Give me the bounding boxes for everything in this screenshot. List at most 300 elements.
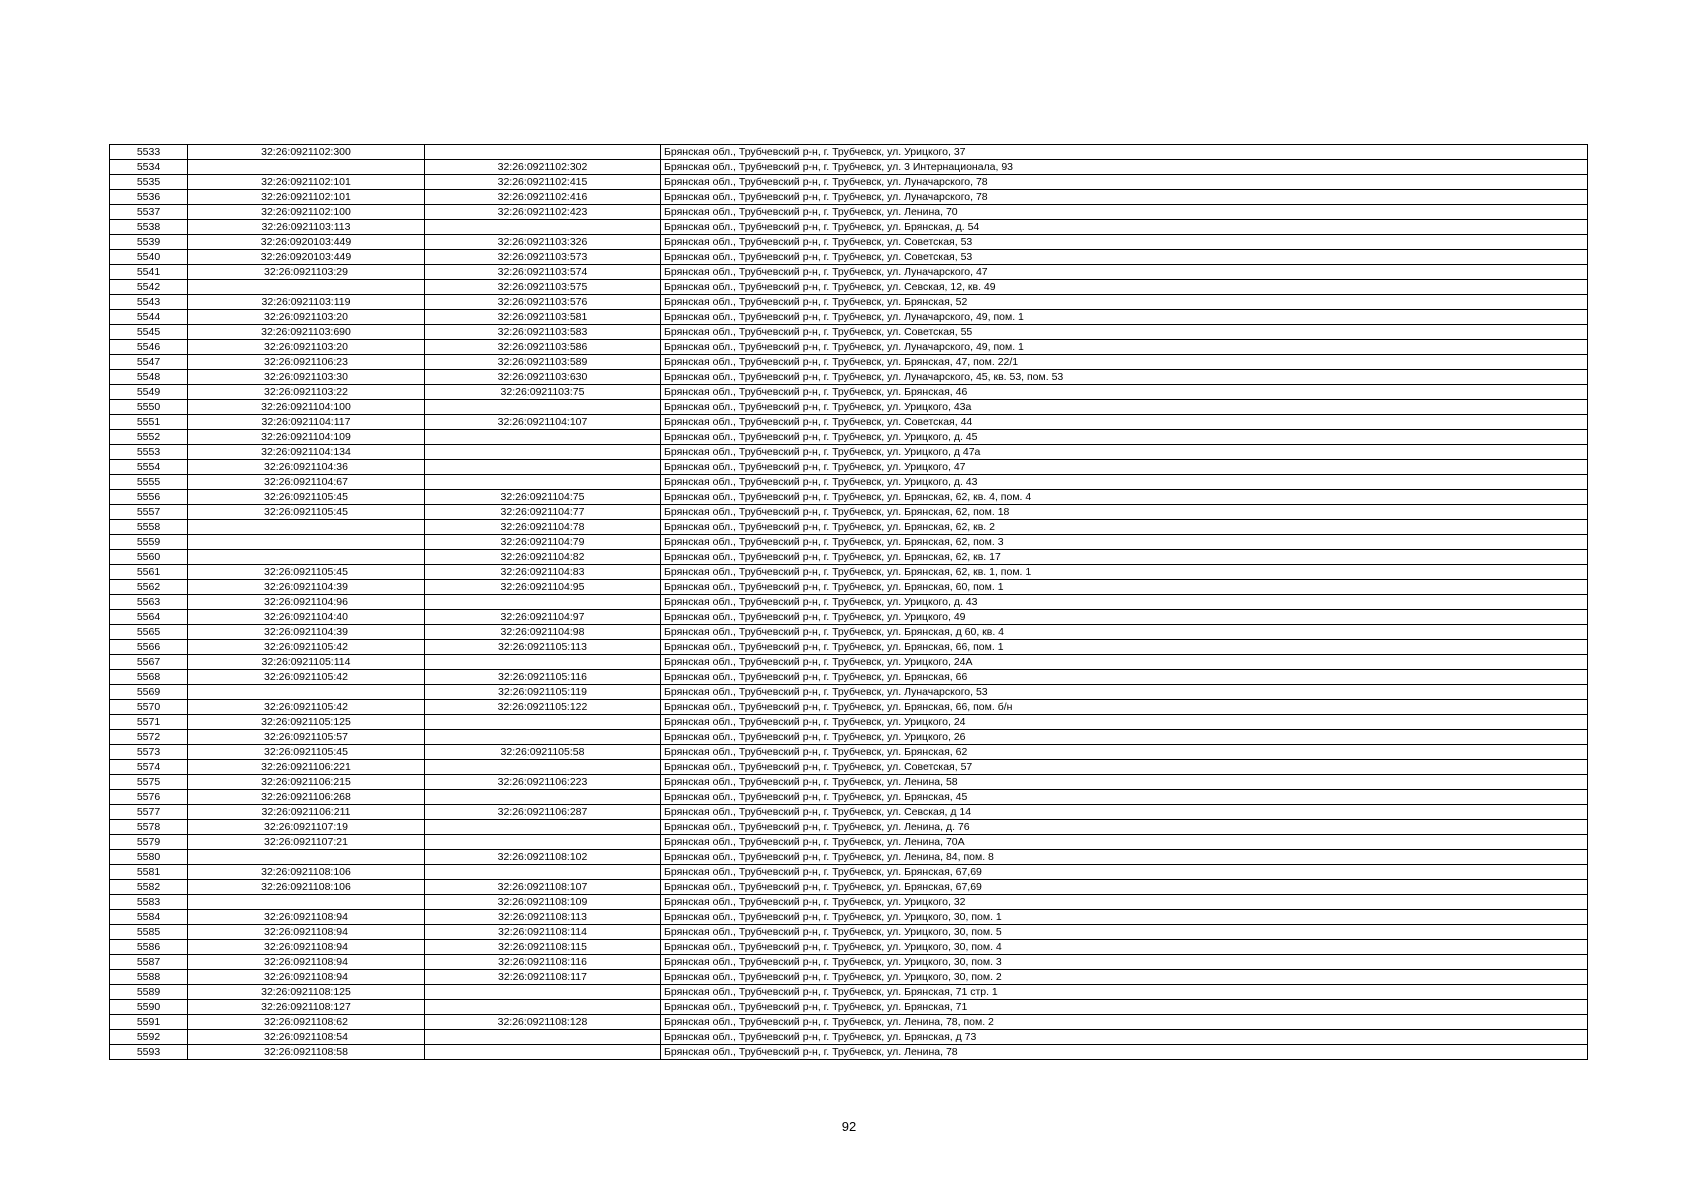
table-row	[110, 475, 1588, 490]
row-number-cell: 5578	[110, 820, 188, 835]
cadastral-number-cell	[425, 760, 661, 775]
cadastral-number-cell: 32:26:0921104:75	[425, 490, 661, 505]
row-number-cell: 5576	[110, 790, 188, 805]
row-number-cell: 5551	[110, 415, 188, 430]
parent-cadastral-number-cell: 32:26:0921105:45	[188, 565, 425, 580]
table-row	[110, 235, 1588, 250]
cadastral-number-cell: 32:26:0921106:287	[425, 805, 661, 820]
cadastral-number-cell: 32:26:0921108:102	[425, 850, 661, 865]
row-number-cell: 5547	[110, 355, 188, 370]
table-row	[110, 595, 1588, 610]
address-cell: Брянская обл., Трубчевский р-н, г. Трубчевск, ул. Урицкого, 30, пом. 1	[661, 910, 1588, 925]
table-row	[110, 175, 1588, 190]
table-row	[110, 400, 1588, 415]
parent-cadastral-number-cell: 32:26:0921106:23	[188, 355, 425, 370]
row-number-cell: 5553	[110, 445, 188, 460]
parent-cadastral-number-cell: 32:26:0921108:94	[188, 955, 425, 970]
row-number-cell: 5561	[110, 565, 188, 580]
table-row	[110, 280, 1588, 295]
table-row	[110, 190, 1588, 205]
address-cell: Брянская обл., Трубчевский р-н, г. Трубчевск, ул. Брянская, 71	[661, 1000, 1588, 1015]
row-number-cell: 5545	[110, 325, 188, 340]
address-cell: Брянская обл., Трубчевский р-н, г. Трубчевск, ул. Севская, 12, кв. 49	[661, 280, 1588, 295]
table-row	[110, 580, 1588, 595]
row-number-cell: 5588	[110, 970, 188, 985]
address-cell: Брянская обл., Трубчевский р-н, г. Трубчевск, ул. Урицкого, 30, пом. 5	[661, 925, 1588, 940]
parent-cadastral-number-cell: 32:26:0921104:67	[188, 475, 425, 490]
row-number-cell: 5542	[110, 280, 188, 295]
table-row	[110, 295, 1588, 310]
cadastral-number-cell: 32:26:0921108:117	[425, 970, 661, 985]
cadastral-number-cell	[425, 865, 661, 880]
parent-cadastral-number-cell: 32:26:0921107:19	[188, 820, 425, 835]
row-number-cell: 5540	[110, 250, 188, 265]
row-number-cell: 5562	[110, 580, 188, 595]
row-number-cell: 5538	[110, 220, 188, 235]
address-cell: Брянская обл., Трубчевский р-н, г. Трубчевск, ул. Ленина, 70	[661, 205, 1588, 220]
table-row	[110, 820, 1588, 835]
parent-cadastral-number-cell: 32:26:0921102:300	[188, 145, 425, 160]
address-cell: Брянская обл., Трубчевский р-н, г. Трубчевск, ул. Луначарского, 49, пом. 1	[661, 340, 1588, 355]
row-number-cell: 5567	[110, 655, 188, 670]
address-cell: Брянская обл., Трубчевский р-н, г. Трубчевск, ул. Урицкого, 47	[661, 460, 1588, 475]
cadastral-number-cell	[425, 400, 661, 415]
address-cell: Брянская обл., Трубчевский р-н, г. Трубчевск, ул. Брянская, 67,69	[661, 865, 1588, 880]
cadastral-number-cell	[425, 460, 661, 475]
row-number-cell: 5581	[110, 865, 188, 880]
row-number-cell: 5582	[110, 880, 188, 895]
cadastral-number-cell: 32:26:0921104:83	[425, 565, 661, 580]
cadastral-number-cell	[425, 820, 661, 835]
table-row	[110, 520, 1588, 535]
address-cell: Брянская обл., Трубчевский р-н, г. Трубчевск, ул. Ленина, 70А	[661, 835, 1588, 850]
cadastral-number-cell	[425, 430, 661, 445]
row-number-cell: 5557	[110, 505, 188, 520]
address-cell: Брянская обл., Трубчевский р-н, г. Трубчевск, ул. Луначарского, 49, пом. 1	[661, 310, 1588, 325]
row-number-cell: 5568	[110, 670, 188, 685]
cadastral-number-cell: 32:26:0921104:82	[425, 550, 661, 565]
parent-cadastral-number-cell: 32:26:0921104:40	[188, 610, 425, 625]
row-number-cell: 5586	[110, 940, 188, 955]
cadastral-number-cell: 32:26:0921103:75	[425, 385, 661, 400]
table-row	[110, 535, 1588, 550]
parent-cadastral-number-cell: 32:26:0921103:119	[188, 295, 425, 310]
row-number-cell: 5564	[110, 610, 188, 625]
cadastral-number-cell: 32:26:0921102:415	[425, 175, 661, 190]
table-row	[110, 850, 1588, 865]
parent-cadastral-number-cell: 32:26:0921105:125	[188, 715, 425, 730]
address-cell: Брянская обл., Трубчевский р-н, г. Трубчевск, ул. Урицкого, 30, пом. 3	[661, 955, 1588, 970]
address-cell: Брянская обл., Трубчевский р-н, г. Трубчевск, ул. Ленина, 58	[661, 775, 1588, 790]
parent-cadastral-number-cell: 32:26:0921108:94	[188, 970, 425, 985]
row-number-cell: 5585	[110, 925, 188, 940]
row-number-cell: 5584	[110, 910, 188, 925]
row-number-cell: 5569	[110, 685, 188, 700]
cadastral-number-cell: 32:26:0921103:583	[425, 325, 661, 340]
row-number-cell: 5541	[110, 265, 188, 280]
row-number-cell: 5590	[110, 1000, 188, 1015]
address-cell: Брянская обл., Трубчевский р-н, г. Трубчевск, ул. Брянская, 66	[661, 670, 1588, 685]
address-cell: Брянская обл., Трубчевский р-н, г. Трубчевск, ул. Брянская, д. 54	[661, 220, 1588, 235]
row-number-cell: 5593	[110, 1045, 188, 1060]
row-number-cell: 5546	[110, 340, 188, 355]
address-cell: Брянская обл., Трубчевский р-н, г. Трубчевск, ул. Брянская, 66, пом. 1	[661, 640, 1588, 655]
parent-cadastral-number-cell	[188, 685, 425, 700]
cadastral-number-cell	[425, 655, 661, 670]
table-row	[110, 385, 1588, 400]
address-cell: Брянская обл., Трубчевский р-н, г. Трубчевск, ул. Брянская, д 73	[661, 1030, 1588, 1045]
table-row	[110, 610, 1588, 625]
row-number-cell: 5566	[110, 640, 188, 655]
parent-cadastral-number-cell: 32:26:0921108:94	[188, 910, 425, 925]
row-number-cell: 5577	[110, 805, 188, 820]
parent-cadastral-number-cell: 32:26:0921104:96	[188, 595, 425, 610]
table-row	[110, 1015, 1588, 1030]
row-number-cell: 5570	[110, 700, 188, 715]
cadastral-number-cell: 32:26:0921103:586	[425, 340, 661, 355]
table-row	[110, 655, 1588, 670]
cadastral-number-cell	[425, 715, 661, 730]
cadastral-number-cell: 32:26:0921103:573	[425, 250, 661, 265]
parent-cadastral-number-cell: 32:26:0920103:449	[188, 235, 425, 250]
row-number-cell: 5544	[110, 310, 188, 325]
cadastral-number-cell	[425, 985, 661, 1000]
table-row	[110, 220, 1588, 235]
table-row	[110, 1000, 1588, 1015]
table-row	[110, 715, 1588, 730]
parent-cadastral-number-cell: 32:26:0921107:21	[188, 835, 425, 850]
cadastral-number-cell: 32:26:0921103:575	[425, 280, 661, 295]
parent-cadastral-number-cell	[188, 895, 425, 910]
cadastral-number-cell: 32:26:0921108:128	[425, 1015, 661, 1030]
address-cell: Брянская обл., Трубчевский р-н, г. Трубчевск, ул. Урицкого, 30, пом. 4	[661, 940, 1588, 955]
address-cell: Брянская обл., Трубчевский р-н, г. Трубчевск, ул. Луначарского, 78	[661, 175, 1588, 190]
parent-cadastral-number-cell: 32:26:0921104:117	[188, 415, 425, 430]
address-cell: Брянская обл., Трубчевский р-н, г. Трубчевск, ул. Брянская, 71 стр. 1	[661, 985, 1588, 1000]
table-row	[110, 325, 1588, 340]
address-cell: Брянская обл., Трубчевский р-н, г. Трубчевск, ул. Урицкого, д. 43	[661, 595, 1588, 610]
parent-cadastral-number-cell: 32:26:0921103:113	[188, 220, 425, 235]
address-cell: Брянская обл., Трубчевский р-н, г. Трубчевск, ул. 3 Интернационала, 93	[661, 160, 1588, 175]
table-row	[110, 505, 1588, 520]
row-number-cell: 5583	[110, 895, 188, 910]
address-cell: Брянская обл., Трубчевский р-н, г. Трубчевск, ул. Брянская, д 60, кв. 4	[661, 625, 1588, 640]
address-cell: Брянская обл., Трубчевский р-н, г. Трубчевск, ул. Брянская, 67,69	[661, 880, 1588, 895]
table-row	[110, 685, 1588, 700]
row-number-cell: 5555	[110, 475, 188, 490]
address-cell: Брянская обл., Трубчевский р-н, г. Трубчевск, ул. Урицкого, 37	[661, 145, 1588, 160]
row-number-cell: 5571	[110, 715, 188, 730]
cadastral-number-cell: 32:26:0921102:416	[425, 190, 661, 205]
row-number-cell: 5591	[110, 1015, 188, 1030]
cadastral-number-cell	[425, 475, 661, 490]
address-cell: Брянская обл., Трубчевский р-н, г. Трубчевск, ул. Брянская, 45	[661, 790, 1588, 805]
table-row	[110, 205, 1588, 220]
table-row	[110, 445, 1588, 460]
row-number-cell: 5537	[110, 205, 188, 220]
cadastral-number-cell	[425, 1030, 661, 1045]
parent-cadastral-number-cell: 32:26:0921106:268	[188, 790, 425, 805]
row-number-cell: 5575	[110, 775, 188, 790]
parent-cadastral-number-cell: 32:26:0921104:36	[188, 460, 425, 475]
row-number-cell: 5565	[110, 625, 188, 640]
address-cell: Брянская обл., Трубчевский р-н, г. Трубчевск, ул. Урицкого, д 47а	[661, 445, 1588, 460]
row-number-cell: 5572	[110, 730, 188, 745]
row-number-cell: 5589	[110, 985, 188, 1000]
table-row	[110, 565, 1588, 580]
table-row	[110, 790, 1588, 805]
table-row	[110, 640, 1588, 655]
cadastral-number-cell: 32:26:0921104:97	[425, 610, 661, 625]
table-row	[110, 925, 1588, 940]
table-row	[110, 1030, 1588, 1045]
cadastral-number-cell: 32:26:0921108:113	[425, 910, 661, 925]
parent-cadastral-number-cell: 32:26:0921106:221	[188, 760, 425, 775]
parent-cadastral-number-cell: 32:26:0921103:29	[188, 265, 425, 280]
table-row	[110, 370, 1588, 385]
table-row	[110, 1045, 1588, 1060]
parent-cadastral-number-cell: 32:26:0921103:20	[188, 310, 425, 325]
parent-cadastral-number-cell: 32:26:0921108:58	[188, 1045, 425, 1060]
table-row	[110, 250, 1588, 265]
parent-cadastral-number-cell: 32:26:0921104:109	[188, 430, 425, 445]
table-row	[110, 865, 1588, 880]
table-row	[110, 415, 1588, 430]
address-cell: Брянская обл., Трубчевский р-н, г. Трубчевск, ул. Ленина, 84, пом. 8	[661, 850, 1588, 865]
table-row	[110, 835, 1588, 850]
address-cell: Брянская обл., Трубчевский р-н, г. Трубчевск, ул. Брянская, 62, пом. 3	[661, 535, 1588, 550]
address-cell: Брянская обл., Трубчевский р-н, г. Трубчевск, ул. Урицкого, 24А	[661, 655, 1588, 670]
address-cell: Брянская обл., Трубчевский р-н, г. Трубчевск, ул. Урицкого, 30, пом. 2	[661, 970, 1588, 985]
table-row	[110, 940, 1588, 955]
address-cell: Брянская обл., Трубчевский р-н, г. Трубчевск, ул. Брянская, 66, пом. б/н	[661, 700, 1588, 715]
row-number-cell: 5579	[110, 835, 188, 850]
row-number-cell: 5554	[110, 460, 188, 475]
cadastral-number-cell: 32:26:0921105:113	[425, 640, 661, 655]
row-number-cell: 5559	[110, 535, 188, 550]
cadastral-number-cell: 32:26:0921103:589	[425, 355, 661, 370]
table-row	[110, 670, 1588, 685]
table-row	[110, 805, 1588, 820]
cadastral-number-cell: 32:26:0921104:79	[425, 535, 661, 550]
address-cell: Брянская обл., Трубчевский р-н, г. Трубчевск, ул. Луначарского, 45, кв. 53, пом. 53	[661, 370, 1588, 385]
cadastral-number-cell	[425, 1045, 661, 1060]
address-cell: Брянская обл., Трубчевский р-н, г. Трубчевск, ул. Севская, д 14	[661, 805, 1588, 820]
cadastral-number-cell: 32:26:0921105:58	[425, 745, 661, 760]
table-row	[110, 970, 1588, 985]
parent-cadastral-number-cell: 32:26:0921104:39	[188, 580, 425, 595]
table-row	[110, 895, 1588, 910]
address-cell: Брянская обл., Трубчевский р-н, г. Трубчевск, ул. Урицкого, 49	[661, 610, 1588, 625]
table-row	[110, 310, 1588, 325]
parent-cadastral-number-cell	[188, 520, 425, 535]
cadastral-number-cell: 32:26:0921103:574	[425, 265, 661, 280]
row-number-cell: 5533	[110, 145, 188, 160]
cadastral-number-cell: 32:26:0921108:115	[425, 940, 661, 955]
row-number-cell: 5558	[110, 520, 188, 535]
address-cell: Брянская обл., Трубчевский р-н, г. Трубчевск, ул. Урицкого, 43а	[661, 400, 1588, 415]
address-cell: Брянская обл., Трубчевский р-н, г. Трубчевск, ул. Советская, 57	[661, 760, 1588, 775]
row-number-cell: 5536	[110, 190, 188, 205]
table-row	[110, 910, 1588, 925]
parent-cadastral-number-cell: 32:26:0921104:39	[188, 625, 425, 640]
parent-cadastral-number-cell: 32:26:0921102:101	[188, 175, 425, 190]
parent-cadastral-number-cell: 32:26:0921105:45	[188, 505, 425, 520]
cadastral-number-cell: 32:26:0921105:116	[425, 670, 661, 685]
parent-cadastral-number-cell: 32:26:0921105:45	[188, 745, 425, 760]
address-cell: Брянская обл., Трубчевский р-н, г. Трубчевск, ул. Ленина, 78, пом. 2	[661, 1015, 1588, 1030]
row-number-cell: 5592	[110, 1030, 188, 1045]
row-number-cell: 5550	[110, 400, 188, 415]
cadastral-number-cell: 32:26:0921102:302	[425, 160, 661, 175]
cadastral-number-cell: 32:26:0921104:95	[425, 580, 661, 595]
parent-cadastral-number-cell: 32:26:0921104:100	[188, 400, 425, 415]
parent-cadastral-number-cell	[188, 535, 425, 550]
table-row	[110, 760, 1588, 775]
cadastral-number-cell	[425, 220, 661, 235]
cadastral-number-cell: 32:26:0921106:223	[425, 775, 661, 790]
cadastral-number-cell: 32:26:0921102:423	[425, 205, 661, 220]
cadastral-number-cell: 32:26:0921108:109	[425, 895, 661, 910]
parent-cadastral-number-cell	[188, 160, 425, 175]
address-cell: Брянская обл., Трубчевский р-н, г. Трубчевск, ул. Урицкого, д. 45	[661, 430, 1588, 445]
cadastral-number-cell	[425, 730, 661, 745]
table-row	[110, 985, 1588, 1000]
row-number-cell: 5587	[110, 955, 188, 970]
parent-cadastral-number-cell: 32:26:0921103:690	[188, 325, 425, 340]
address-cell: Брянская обл., Трубчевский р-н, г. Трубчевск, ул. Брянская, 52	[661, 295, 1588, 310]
parent-cadastral-number-cell: 32:26:0921103:22	[188, 385, 425, 400]
cadastral-number-cell: 32:26:0921103:326	[425, 235, 661, 250]
cadastral-number-cell: 32:26:0921103:576	[425, 295, 661, 310]
parent-cadastral-number-cell: 32:26:0921108:106	[188, 880, 425, 895]
parent-cadastral-number-cell: 32:26:0921102:100	[188, 205, 425, 220]
cadastral-number-cell	[425, 595, 661, 610]
cadastral-number-cell	[425, 790, 661, 805]
parent-cadastral-number-cell: 32:26:0921105:57	[188, 730, 425, 745]
address-cell: Брянская обл., Трубчевский р-н, г. Трубчевск, ул. Ленина, д. 76	[661, 820, 1588, 835]
table-row	[110, 955, 1588, 970]
address-cell: Брянская обл., Трубчевский р-н, г. Трубчевск, ул. Брянская, 47, пом. 22/1	[661, 355, 1588, 370]
address-cell: Брянская обл., Трубчевский р-н, г. Трубчевск, ул. Советская, 55	[661, 325, 1588, 340]
parent-cadastral-number-cell: 32:26:0921108:94	[188, 940, 425, 955]
table-row	[110, 430, 1588, 445]
address-cell: Брянская обл., Трубчевский р-н, г. Трубчевск, ул. Урицкого, 32	[661, 895, 1588, 910]
parent-cadastral-number-cell: 32:26:0921105:42	[188, 670, 425, 685]
table-row	[110, 745, 1588, 760]
table-row	[110, 775, 1588, 790]
address-cell: Брянская обл., Трубчевский р-н, г. Трубчевск, ул. Брянская, 46	[661, 385, 1588, 400]
parent-cadastral-number-cell: 32:26:0921102:101	[188, 190, 425, 205]
row-number-cell: 5543	[110, 295, 188, 310]
address-cell: Брянская обл., Трубчевский р-н, г. Трубчевск, ул. Луначарского, 53	[661, 685, 1588, 700]
table-row	[110, 880, 1588, 895]
row-number-cell: 5563	[110, 595, 188, 610]
cadastral-number-cell: 32:26:0921104:78	[425, 520, 661, 535]
address-cell: Брянская обл., Трубчевский р-н, г. Трубчевск, ул. Луначарского, 47	[661, 265, 1588, 280]
cadastral-number-cell: 32:26:0921105:119	[425, 685, 661, 700]
cadastral-number-cell: 32:26:0921103:581	[425, 310, 661, 325]
address-cell: Брянская обл., Трубчевский р-н, г. Трубчевск, ул. Брянская, 62, пом. 18	[661, 505, 1588, 520]
parent-cadastral-number-cell	[188, 550, 425, 565]
parent-cadastral-number-cell: 32:26:0921108:94	[188, 925, 425, 940]
parent-cadastral-number-cell: 32:26:0921105:114	[188, 655, 425, 670]
address-cell: Брянская обл., Трубчевский р-н, г. Трубчевск, ул. Брянская, 62, кв. 2	[661, 520, 1588, 535]
parent-cadastral-number-cell: 32:26:0921108:54	[188, 1030, 425, 1045]
row-number-cell: 5535	[110, 175, 188, 190]
address-cell: Брянская обл., Трубчевский р-н, г. Трубчевск, ул. Луначарского, 78	[661, 190, 1588, 205]
document-page	[109, 144, 1587, 1060]
parent-cadastral-number-cell	[188, 850, 425, 865]
row-number-cell: 5573	[110, 745, 188, 760]
cadastral-registry-table	[109, 144, 1588, 1060]
cadastral-number-cell: 32:26:0921104:98	[425, 625, 661, 640]
parent-cadastral-number-cell: 32:26:0921108:62	[188, 1015, 425, 1030]
row-number-cell: 5549	[110, 385, 188, 400]
row-number-cell: 5539	[110, 235, 188, 250]
cadastral-number-cell	[425, 1000, 661, 1015]
registry-table-body	[110, 145, 1588, 1060]
address-cell: Брянская обл., Трубчевский р-н, г. Трубчевск, ул. Советская, 53	[661, 250, 1588, 265]
address-cell: Брянская обл., Трубчевский р-н, г. Трубчевск, ул. Урицкого, 24	[661, 715, 1588, 730]
cadastral-number-cell: 32:26:0921103:630	[425, 370, 661, 385]
address-cell: Брянская обл., Трубчевский р-н, г. Трубчевск, ул. Брянская, 60, пом. 1	[661, 580, 1588, 595]
address-cell: Брянская обл., Трубчевский р-н, г. Трубчевск, ул. Советская, 44	[661, 415, 1588, 430]
address-cell: Брянская обл., Трубчевский р-н, г. Трубчевск, ул. Советская, 53	[661, 235, 1588, 250]
page-number: 92	[841, 1119, 857, 1134]
table-row	[110, 490, 1588, 505]
table-row	[110, 265, 1588, 280]
address-cell: Брянская обл., Трубчевский р-н, г. Трубчевск, ул. Урицкого, 26	[661, 730, 1588, 745]
cadastral-number-cell: 32:26:0921108:114	[425, 925, 661, 940]
parent-cadastral-number-cell: 32:26:0921106:215	[188, 775, 425, 790]
table-row	[110, 625, 1588, 640]
table-row	[110, 355, 1588, 370]
table-row	[110, 460, 1588, 475]
address-cell: Брянская обл., Трубчевский р-н, г. Трубчевск, ул. Брянская, 62, кв. 1, пом. 1	[661, 565, 1588, 580]
parent-cadastral-number-cell: 32:26:0921103:20	[188, 340, 425, 355]
cadastral-number-cell: 32:26:0921104:77	[425, 505, 661, 520]
parent-cadastral-number-cell: 32:26:0921105:42	[188, 700, 425, 715]
table-row	[110, 700, 1588, 715]
address-cell: Брянская обл., Трубчевский р-н, г. Трубчевск, ул. Брянская, 62, кв. 4, пом. 4	[661, 490, 1588, 505]
row-number-cell: 5574	[110, 760, 188, 775]
address-cell: Брянская обл., Трубчевский р-н, г. Трубчевск, ул. Ленина, 78	[661, 1045, 1588, 1060]
cadastral-number-cell: 32:26:0921108:116	[425, 955, 661, 970]
cadastral-number-cell: 32:26:0921105:122	[425, 700, 661, 715]
row-number-cell: 5560	[110, 550, 188, 565]
parent-cadastral-number-cell: 32:26:0921105:42	[188, 640, 425, 655]
table-row	[110, 145, 1588, 160]
parent-cadastral-number-cell: 32:26:0921105:45	[188, 490, 425, 505]
address-cell: Брянская обл., Трубчевский р-н, г. Трубчевск, ул. Брянская, 62, кв. 17	[661, 550, 1588, 565]
cadastral-number-cell: 32:26:0921108:107	[425, 880, 661, 895]
parent-cadastral-number-cell: 32:26:0921104:134	[188, 445, 425, 460]
row-number-cell: 5548	[110, 370, 188, 385]
parent-cadastral-number-cell: 32:26:0921108:106	[188, 865, 425, 880]
parent-cadastral-number-cell	[188, 280, 425, 295]
row-number-cell: 5556	[110, 490, 188, 505]
parent-cadastral-number-cell: 32:26:0921106:211	[188, 805, 425, 820]
parent-cadastral-number-cell: 32:26:0921108:127	[188, 1000, 425, 1015]
row-number-cell: 5580	[110, 850, 188, 865]
cadastral-number-cell	[425, 445, 661, 460]
parent-cadastral-number-cell: 32:26:0921103:30	[188, 370, 425, 385]
row-number-cell: 5552	[110, 430, 188, 445]
table-row	[110, 550, 1588, 565]
cadastral-number-cell	[425, 145, 661, 160]
cadastral-number-cell	[425, 835, 661, 850]
